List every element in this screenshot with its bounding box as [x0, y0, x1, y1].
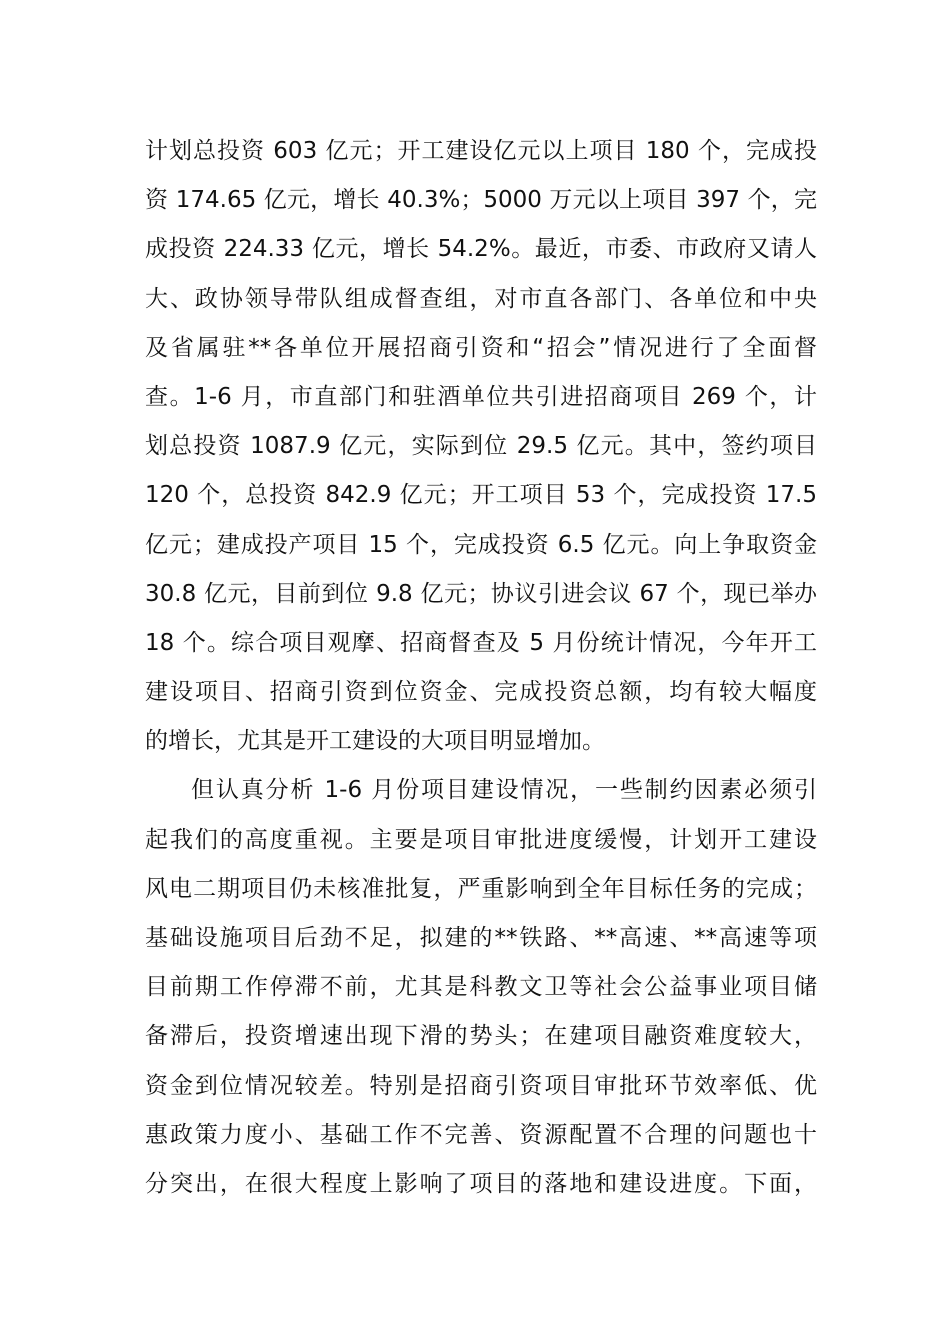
text-line-11: 18 个。综合项目观摩、招商督查及 5 月份统计情况，今年开工 [145, 629, 817, 656]
text-line-21: 惠政策力度小、基础工作不完善、资源配置不合理的问题也十 [145, 1121, 817, 1148]
text-line-7: 划总投资 1087.9 亿元，实际到位 29.5 亿元。其中，签约项目 [145, 433, 817, 460]
text-line-15: 起我们的高度重视。主要是项目审批进度缓慢，计划开工建设 [145, 826, 817, 853]
text-line-4: 大、政协领导带队组成督查组，对市直各部门、各单位和中央 [145, 285, 817, 312]
text-line-18: 目前期工作停滞不前，尤其是科教文卫等社会公益事业项目储 [145, 974, 817, 1001]
text-line-12: 建设项目、招商引资到位资金、完成投资总额，均有较大幅度 [145, 679, 817, 706]
text-line-2: 资 174.65 亿元，增长 40.3%；5000 万元以上项目 397 个，完 [145, 187, 817, 214]
text-line-14: 但认真分析 1-6 月份项目建设情况，一些制约因素必须引 [191, 777, 817, 804]
text-line-1: 计划总投资 603 亿元；开工建设亿元以上项目 180 个，完成投 [145, 138, 817, 164]
text-line-19: 备滞后，投资增速出现下滑的势头；在建项目融资难度较大， [145, 1023, 817, 1050]
text-line-6: 查。1-6 月，市直部门和驻酒单位共引进招商项目 269 个，计 [145, 383, 817, 410]
body-text [145, 127, 817, 1209]
text-line-17: 基础设施项目后劲不足，拟建的**铁路、**高速、**高速等项 [145, 925, 817, 951]
text-line-20: 资金到位情况较差。特别是招商引资项目审批环节效率低、优 [145, 1072, 817, 1099]
text-line-22: 分突出，在很大程度上影响了项目的落地和建设进度。下面， [145, 1170, 817, 1197]
text-line-3: 成投资 224.33 亿元，增长 54.2%。最近，市委、市政府又请人 [145, 236, 817, 263]
text-line-10: 30.8 亿元，目前到位 9.8 亿元；协议引进会议 67 个，现已举办 [145, 580, 817, 607]
text-line-13: 的增长，尤其是开工建设的大项目明显增加。 [145, 728, 605, 755]
text-line-16: 风电二期项目仍未核准批复，严重影响到全年目标任务的完成； [145, 875, 817, 902]
text-line-9: 亿元；建成投产项目 15 个，完成投资 6.5 亿元。向上争取资金 [145, 531, 817, 558]
text-line-5: 及省属驻**各单位开展招商引资和“招会”情况进行了全面督 [145, 334, 817, 361]
text-line-8: 120 个，总投资 842.9 亿元；开工项目 53 个，完成投资 17.5 [145, 482, 817, 509]
